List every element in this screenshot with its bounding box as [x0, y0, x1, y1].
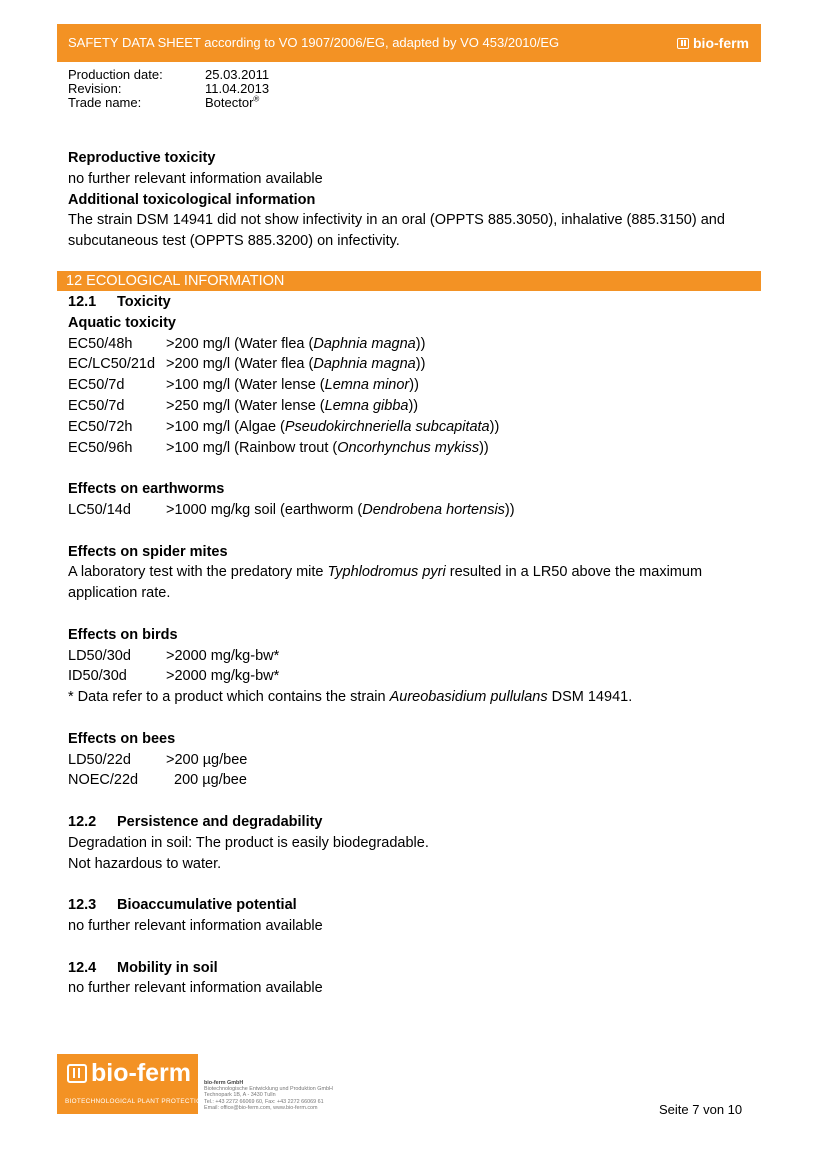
bioferm-logo-icon [67, 1064, 87, 1083]
registered-mark: ® [253, 94, 260, 104]
meta-label: Production date: [68, 67, 163, 82]
birds-heading: Effects on birds [68, 626, 178, 643]
tox-label: LD50/30d [68, 647, 131, 664]
subsection-number: 12.1 [68, 294, 97, 310]
tox-value: >2000 mg/kg-bw* [166, 647, 280, 664]
meta-label: Trade name: [68, 95, 142, 110]
tox-label: EC50/72h [68, 418, 133, 435]
aquatic-row [68, 438, 763, 459]
tox-label: LC50/14d [68, 501, 131, 518]
bioaccumulative-text: no further relevant information available [68, 917, 323, 934]
page-number: Seite 7 von 10 [659, 1102, 743, 1117]
additional-heading: Additional toxicological information [68, 191, 316, 208]
footer-company-info [204, 1080, 333, 1111]
aquatic-row [68, 417, 763, 438]
tox-value: 200 µg/bee [166, 772, 247, 789]
mobility-heading [68, 958, 763, 979]
tox-value: >200 mg/l (Water flea (Daphnia magna)) [166, 335, 426, 352]
header-bar [57, 24, 761, 62]
species-name: Aureobasidium pullulans [389, 689, 548, 706]
persistence-text-line1: Degradation in soil: The product is easily biodegradable. [68, 834, 429, 851]
aquatic-heading: Aquatic toxicity [68, 314, 176, 331]
meta-value [205, 96, 259, 110]
tox-value: >200 mg/l (Water flea (Daphnia magna)) [166, 356, 426, 373]
additional-text-line2: subcutaneous test (OPPTS 885.3200) on infectivity. [68, 233, 400, 250]
birds-row [68, 666, 763, 687]
tox-label: EC50/48h [68, 335, 133, 352]
section-12-body [68, 292, 763, 999]
meta-row [68, 68, 269, 82]
aquatic-toxicity-list [68, 334, 763, 459]
species-name: Lemna gibba [324, 397, 409, 414]
reproductive-heading: Reproductive toxicity [68, 150, 216, 166]
spider-mites-heading: Effects on spider mites [68, 543, 228, 560]
aquatic-row [68, 354, 763, 375]
earthworm-row [68, 500, 763, 521]
tox-label: EC/LC50/21d [68, 356, 156, 373]
species-name: Pseudokirchneriella subcapitata [284, 418, 490, 435]
tox-value: >100 mg/l (Water lense (Lemna minor)) [166, 377, 419, 394]
spider-mites-text: A laboratory test with the predatory mite Typhlodromus pyri resulted in a LR50 above the maximum [68, 564, 703, 581]
toxicity-heading [68, 292, 763, 313]
meta-value: 11.04.2013 [205, 81, 270, 96]
tox-value: >1000 mg/kg soil (earthworm (Dendrobena hortensis)) [166, 501, 515, 518]
meta-row [68, 96, 269, 110]
subsection-title: Toxicity [117, 294, 171, 310]
persistence-text-line2: Not hazardous to water. [68, 855, 222, 872]
tox-label: LD50/22d [68, 751, 131, 768]
document-body [68, 148, 763, 252]
bioaccumulative-heading [68, 895, 763, 916]
meta-label: Revision: [68, 81, 122, 96]
additional-text-line1: The strain DSM 14941 did not show infectivity in an oral (OPPTS 885.3050), inhalative (885.3150) and [68, 212, 725, 229]
meta-row [68, 82, 269, 96]
tox-value: >100 mg/l (Rainbow trout (Oncorhynchus mykiss)) [166, 439, 489, 456]
tox-value: >2000 mg/kg-bw* [166, 668, 280, 685]
aquatic-row [68, 396, 763, 417]
subsection-number: 12.4 [68, 959, 97, 976]
meta-value: 25.03.2011 [205, 67, 270, 82]
subsection-title: Bioaccumulative potential [117, 897, 297, 914]
subsection-number: 12.2 [68, 813, 97, 830]
company-line: Technopark 1B, A - 3430 Tulln [204, 1092, 276, 1099]
bioferm-logo-icon [677, 38, 689, 49]
species-name: Oncorhynchus mykiss [337, 439, 480, 456]
tox-label: EC50/96h [68, 439, 133, 456]
header-title: SAFETY DATA SHEET according to VO 1907/2006/EG, adapted by VO 453/2010/EG [68, 35, 560, 50]
header-logo-text: bio-ferm [693, 35, 749, 51]
company-line: Biotechnologische Entwicklung und Produktion GmbH [204, 1086, 333, 1093]
birds-note: * Data refer to a product which contains the strain Aureobasidium pullulans DSM 14941. [68, 689, 633, 706]
aquatic-row [68, 375, 763, 396]
subsection-number: 12.3 [68, 897, 97, 914]
tox-value: >100 mg/l (Algae (Pseudokirchneriella subcapitata)) [166, 418, 500, 435]
company-name: bio-ferm GmbH [204, 1080, 244, 1086]
species-name: Daphnia magna [313, 356, 416, 373]
species-name: Lemna minor [324, 377, 410, 394]
company-line: Tel.: +43 2272 66069 60, Fax: +43 2272 66069 61 [204, 1098, 324, 1105]
tox-label: ID50/30d [68, 668, 127, 685]
header-logo [677, 24, 749, 62]
subsection-title: Persistence and degradability [117, 813, 323, 830]
bees-heading: Effects on bees [68, 730, 176, 747]
mobility-text: no further relevant information available [68, 980, 323, 997]
tox-label: EC50/7d [68, 397, 125, 414]
footer-logo [57, 1054, 207, 1114]
tox-value: >250 mg/l (Water lense (Lemna gibba)) [166, 397, 419, 414]
tox-label: NOEC/22d [68, 772, 139, 789]
bees-row [68, 770, 763, 791]
persistence-heading [68, 812, 763, 833]
tox-label: EC50/7d [68, 377, 125, 394]
subsection-title: Mobility in soil [117, 959, 218, 976]
trade-name: Botector [205, 95, 254, 110]
birds-row [68, 646, 763, 667]
species-name: Daphnia magna [313, 335, 416, 352]
bees-row [68, 750, 763, 771]
reproductive-text: no further relevant information available [68, 170, 323, 187]
aquatic-row [68, 334, 763, 355]
spider-mites-text-line2: application rate. [68, 585, 171, 602]
company-line: Email: office@bio-ferm.com, www.bio-ferm.com [204, 1104, 318, 1111]
species-name: Dendrobena hortensis [362, 501, 505, 518]
earthworms-heading: Effects on earthworms [68, 481, 225, 498]
footer-logo-text: bio-ferm [91, 1059, 191, 1087]
footer-tagline: BIOTECHNOLOGICAL PLANT PROTECTION [65, 1098, 207, 1105]
document-meta [68, 68, 269, 110]
tox-value: >200 µg/bee [166, 751, 248, 768]
section-12-title: 12 ECOLOGICAL INFORMATION [57, 271, 761, 291]
species-name: Typhlodromus pyri [327, 564, 446, 581]
